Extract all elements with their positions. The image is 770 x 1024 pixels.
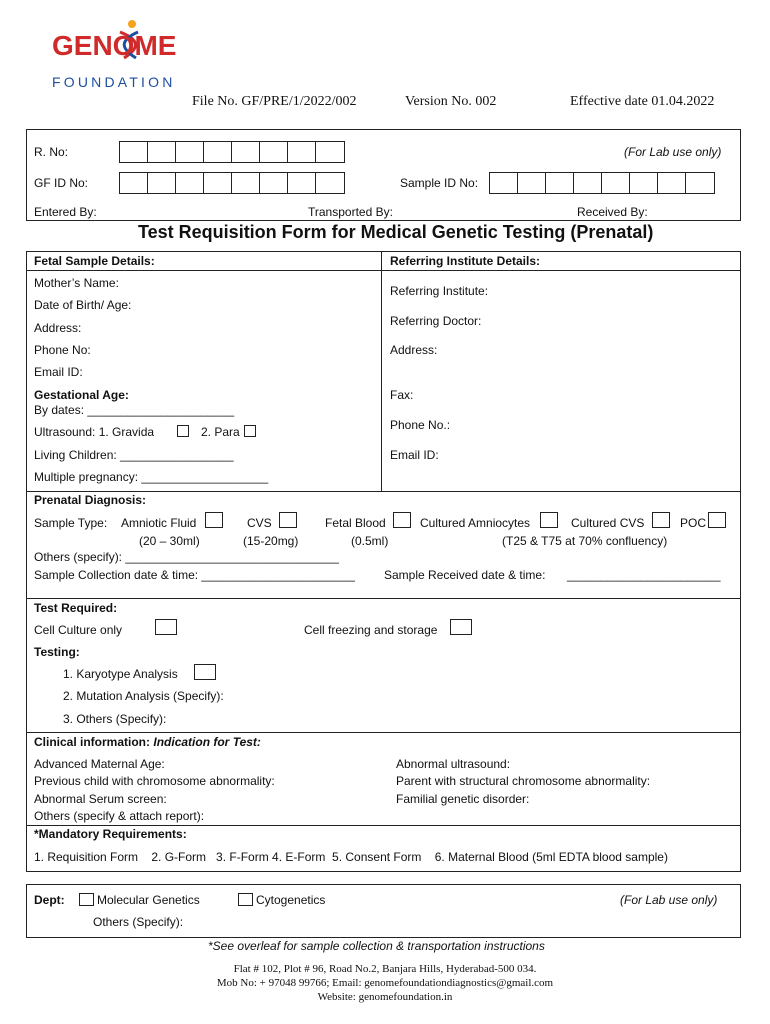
overleaf-note: *See overleaf for sample collection & transportation instructions <box>208 939 545 953</box>
cvs-checkbox[interactable] <box>279 512 297 528</box>
by-dates-field[interactable]: By dates: ______________________ <box>34 403 235 417</box>
gf-id-field[interactable] <box>119 172 345 194</box>
file-number: File No. GF/PRE/1/2022/002 <box>192 94 357 109</box>
poc-label: POC <box>680 516 707 530</box>
fetal-blood-label: Fetal Blood <box>325 516 386 530</box>
referring-phone-label[interactable]: Phone No.: <box>390 418 451 432</box>
column-divider <box>381 251 382 491</box>
referring-doctor-label[interactable]: Referring Doctor: <box>390 314 482 328</box>
mutation-analysis-label[interactable]: 2. Mutation Analysis (Specify): <box>63 689 224 703</box>
footer-address: Flat # 102, Plot # 96, Road No.2, Banjara Hills, Hyderabad-500 034. <box>233 963 537 975</box>
footer-contact: Mob No: + 97048 99766; Email: genomefoundationdiagnostics@gmail.com <box>216 977 554 989</box>
prenatal-others-field[interactable]: Others (specify): ________________________________ <box>34 550 339 564</box>
cell-culture-label: Cell Culture only <box>34 623 123 637</box>
gf-id-label: GF ID No: <box>34 176 89 190</box>
cytogenetics-checkbox[interactable] <box>238 893 253 906</box>
ultrasound-gravida-label: Ultrasound: 1. Gravida <box>34 425 155 439</box>
abnormal-ultrasound[interactable]: Abnormal ultrasound: <box>396 757 511 771</box>
received-datetime-field[interactable]: _______________________ <box>567 568 721 582</box>
received-datetime-label: Sample Received date & time: <box>384 568 546 582</box>
referring-address-label[interactable]: Address: <box>390 343 438 357</box>
prenatal-heading: Prenatal Diagnosis: <box>34 493 147 507</box>
referring-institute-label[interactable]: Referring Institute: <box>390 284 489 298</box>
fetal-phone-label[interactable]: Phone No: <box>34 343 91 357</box>
cell-freezing-checkbox[interactable] <box>450 619 472 635</box>
fetal-blood-volume: (0.5ml) <box>351 534 389 548</box>
fetal-heading: Fetal Sample Details: <box>34 254 155 268</box>
molecular-genetics-label: Molecular Genetics <box>97 893 200 907</box>
footer-website: Website: genomefoundation.in <box>317 991 453 1003</box>
logo-tagline: FOUNDATION <box>52 74 176 90</box>
cultured-amniocytes-checkbox[interactable] <box>540 512 558 528</box>
clinical-heading-label: Clinical information: <box>34 735 151 749</box>
mother-name-label[interactable]: Mother’s Name: <box>34 276 119 290</box>
divider-1 <box>26 270 741 271</box>
gravida-checkbox[interactable] <box>177 425 189 437</box>
culture-note: (T25 & T75 at 70% confluency) <box>502 534 668 548</box>
divider-2 <box>26 491 741 492</box>
amniotic-fluid-label: Amniotic Fluid <box>121 516 197 530</box>
r-no-field[interactable] <box>119 141 345 163</box>
test-required-heading: Test Required: <box>34 601 118 615</box>
logo-wordmark: GENOME <box>52 30 177 61</box>
referring-heading: Referring Institute Details: <box>390 254 541 268</box>
cytogenetics-label: Cytogenetics <box>256 893 326 907</box>
testing-heading: Testing: <box>34 645 80 659</box>
fetal-blood-checkbox[interactable] <box>393 512 411 528</box>
collection-datetime-field[interactable]: Sample Collection date & time: _______________________ <box>34 568 355 582</box>
clinical-heading-sub: Indication for Test: <box>153 735 261 749</box>
previous-child-abnormality[interactable]: Previous child with chromosome abnormality: <box>34 774 275 788</box>
multiple-pregnancy-field[interactable]: Multiple pregnancy: ___________________ <box>34 470 269 484</box>
para-label: 2. Para <box>201 425 240 439</box>
amniotic-volume: (20 – 30ml) <box>139 534 200 548</box>
form-title: Test Requisition Form for Medical Genetic Testing (Prenatal) <box>138 222 654 242</box>
test-others-label[interactable]: 3. Others (Specify): <box>63 712 167 726</box>
mandatory-heading: *Mandatory Requirements: <box>34 827 187 841</box>
fetal-email-label[interactable]: Email ID: <box>34 365 83 379</box>
gestational-heading: Gestational Age: <box>34 388 129 402</box>
referring-email-label[interactable]: Email ID: <box>390 448 439 462</box>
cell-culture-checkbox[interactable] <box>155 619 177 635</box>
version-number: Version No. 002 <box>405 94 497 109</box>
living-children-field[interactable]: Living Children: _________________ <box>34 448 234 462</box>
molecular-genetics-checkbox[interactable] <box>79 893 94 906</box>
received-by-label: Received By: <box>577 205 648 219</box>
poc-checkbox[interactable] <box>708 512 726 528</box>
cultured-cvs-label: Cultured CVS <box>571 516 645 530</box>
dept-label: Dept: <box>34 893 65 907</box>
dept-lab-use-note: (For Lab use only) <box>620 893 718 907</box>
clinical-others[interactable]: Others (specify & attach report): <box>34 809 205 823</box>
para-checkbox[interactable] <box>244 425 256 437</box>
dept-others-label[interactable]: Others (Specify): <box>93 915 184 929</box>
divider-5 <box>26 825 741 826</box>
karyotype-label: 1. Karyotype Analysis <box>63 667 178 681</box>
lab-use-note: (For Lab use only) <box>624 145 722 159</box>
sample-id-field[interactable] <box>489 172 715 194</box>
divider-4 <box>26 732 741 733</box>
cvs-label: CVS <box>247 516 272 530</box>
r-no-label: R. No: <box>34 145 69 159</box>
cvs-volume: (15-20mg) <box>243 534 299 548</box>
familial-genetic-disorder[interactable]: Familial genetic disorder: <box>396 792 530 806</box>
cultured-cvs-checkbox[interactable] <box>652 512 670 528</box>
mandatory-items: 1. Requisition Form 2. G-Form 3. F-Form 4. E-Form 5. Consent Form 6. Maternal Blood (5ml EDTA blood sample) <box>34 850 668 864</box>
divider-3 <box>26 598 741 599</box>
referring-fax-label[interactable]: Fax: <box>390 388 414 402</box>
transported-by-label: Transported By: <box>308 205 393 219</box>
parent-structural-abnormality[interactable]: Parent with structural chromosome abnormality: <box>396 774 651 788</box>
sample-type-label: Sample Type: <box>34 516 108 530</box>
cultured-amniocytes-label: Cultured Amniocytes <box>420 516 531 530</box>
advanced-maternal-age[interactable]: Advanced Maternal Age: <box>34 757 165 771</box>
fetal-address-label[interactable]: Address: <box>34 321 82 335</box>
entered-by-label: Entered By: <box>34 205 97 219</box>
karyotype-checkbox[interactable] <box>194 664 216 680</box>
dob-label[interactable]: Date of Birth/ Age: <box>34 298 132 312</box>
clinical-heading <box>34 735 261 749</box>
abnormal-serum-screen[interactable]: Abnormal Serum screen: <box>34 792 167 806</box>
amniotic-fluid-checkbox[interactable] <box>205 512 223 528</box>
sample-id-label: Sample ID No: <box>400 176 479 190</box>
effective-date: Effective date 01.04.2022 <box>570 94 715 109</box>
cell-freezing-label: Cell freezing and storage <box>304 623 438 637</box>
